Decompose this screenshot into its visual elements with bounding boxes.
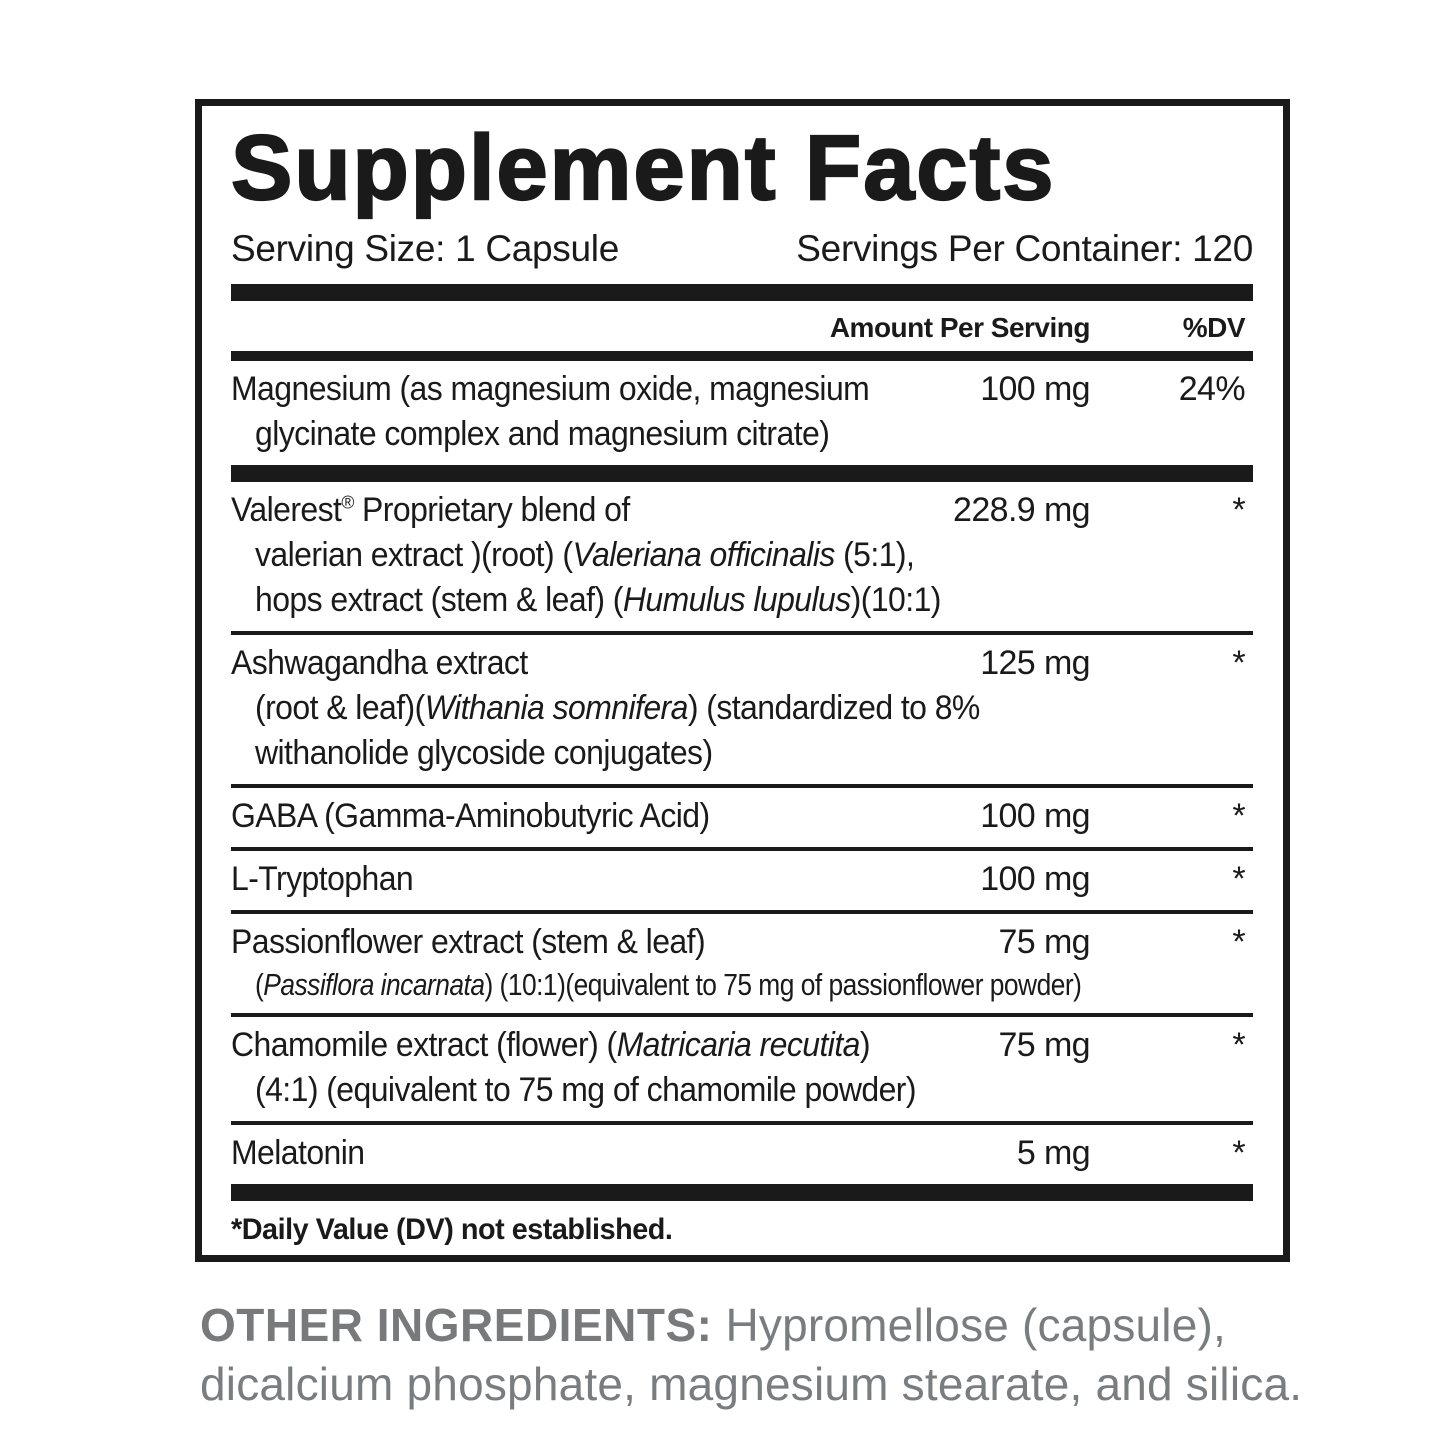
registered-mark: ® (341, 491, 354, 513)
ingredient-text: ( (255, 966, 264, 1002)
ingredient-main-line (231, 1131, 1253, 1176)
ingredient-text: Proprietary blend of (353, 490, 630, 529)
ingredient-amount: 100 mg (980, 796, 1090, 835)
ingredient-text: Valerest (231, 490, 342, 529)
ingredient-row (231, 851, 1253, 910)
ingredient-name (231, 488, 630, 533)
ingredient-text: glycinate complex and magnesium citrate) (255, 414, 830, 453)
latin-name-text: Humulus lupulus (622, 580, 851, 619)
panel-title: Supplement Facts (231, 117, 1056, 219)
table-header-row (231, 301, 1253, 351)
ingredient-row (231, 1125, 1253, 1184)
ingredient-text: )(10:1) (850, 580, 941, 619)
continuation-line (231, 533, 1253, 578)
continuation-line (231, 412, 1253, 457)
ingredient-row (231, 635, 1253, 784)
percent-dv-header: %DV (1182, 311, 1245, 343)
continuation-text (255, 965, 1081, 1005)
ingredient-amount: 125 mg (980, 643, 1090, 682)
ingredient-dv: * (1232, 796, 1245, 835)
ingredient-text: ) (859, 1025, 870, 1064)
ingredient-amount: 75 mg (998, 922, 1090, 961)
ingredient-row (231, 914, 1253, 1013)
separator-bar-thick (231, 465, 1253, 482)
ingredient-dv: * (1232, 1133, 1245, 1172)
ingredient-row (231, 1017, 1253, 1121)
continuation-text (255, 533, 914, 578)
servings-per-container-text: Servings Per Container: 120 (796, 227, 1253, 269)
ingredient-main-line (231, 488, 1253, 533)
ingredient-name (231, 367, 869, 412)
ingredient-row (231, 482, 1253, 631)
other-ingredients-section (200, 1296, 1330, 1414)
continuation-text (255, 412, 829, 457)
ingredient-main-line (231, 857, 1253, 902)
ingredient-text: Ashwagandha extract (231, 643, 528, 682)
ingredient-name (231, 641, 528, 686)
ingredient-name (231, 857, 413, 902)
rows-container (231, 361, 1253, 1201)
serving-info (231, 228, 1253, 270)
ingredient-main-line (231, 1023, 1253, 1068)
separator-bar-medium (231, 351, 1253, 361)
other-ingredients-text: Hypromellose (capsule), dicalcium phosphate, magnesium stearate, and silica. (200, 1299, 1303, 1410)
latin-name-text: Passiflora incarnata (263, 966, 485, 1002)
continuation-line (231, 578, 1253, 623)
ingredient-text: L-Tryptophan (231, 859, 414, 898)
ingredient-text: Passionflower extract (stem & leaf) (231, 922, 706, 961)
ingredient-row (231, 788, 1253, 847)
ingredient-text: valerian extract )(root) ( (255, 535, 573, 574)
ingredient-amount: 228.9 mg (953, 490, 1090, 529)
latin-name-text: Matricaria recutita (616, 1025, 860, 1064)
supplement-facts-panel (195, 99, 1290, 1262)
ingredient-amount: 5 mg (1016, 1133, 1090, 1172)
continuation-line (231, 965, 1253, 1005)
ingredient-main-line (231, 367, 1253, 412)
separator-bar-thick (231, 1184, 1253, 1201)
continuation-line (231, 1068, 1253, 1113)
ingredient-text: (4:1) (equivalent to 75 mg of chamomile powder) (255, 1070, 916, 1109)
ingredient-amount: 100 mg (980, 369, 1090, 408)
ingredient-dv: * (1232, 1025, 1245, 1064)
separator-bar-thick (231, 284, 1253, 301)
ingredient-main-line (231, 920, 1253, 965)
latin-name-text: Valeriana officinalis (572, 535, 835, 574)
ingredient-dv: * (1232, 922, 1245, 961)
ingredient-name (231, 1023, 870, 1068)
ingredient-name (231, 920, 705, 965)
continuation-text (255, 578, 941, 623)
ingredient-text: ) (10:1)(equivalent to 75 mg of passionflower powder) (484, 966, 1082, 1002)
continuation-text (255, 686, 980, 731)
amount-per-serving-header: Amount Per Serving (829, 311, 1090, 343)
continuation-line (231, 686, 1253, 731)
continuation-line (231, 731, 1253, 776)
ingredient-text: Chamomile extract (flower) ( (231, 1025, 617, 1064)
ingredient-amount: 75 mg (998, 1025, 1090, 1064)
ingredient-dv: 24% (1178, 369, 1245, 408)
ingredient-name (231, 1131, 365, 1176)
footnote-text: *Daily Value (DV) not established. (231, 1212, 673, 1246)
ingredient-dv: * (1232, 643, 1245, 682)
ingredient-dv: * (1232, 859, 1245, 898)
ingredient-dv: * (1232, 490, 1245, 529)
ingredient-text: ) (standardized to 8% (687, 688, 980, 727)
continuation-text (255, 731, 713, 776)
ingredient-text: (root & leaf)( (255, 688, 425, 727)
ingredient-text: hops extract (stem & leaf) ( (255, 580, 623, 619)
ingredient-main-line (231, 641, 1253, 686)
ingredient-text: (5:1), (834, 535, 915, 574)
ingredient-text: GABA (Gamma-Aminobutyric Acid) (231, 796, 710, 835)
serving-size-text: Serving Size: 1 Capsule (231, 227, 619, 269)
ingredient-text: Melatonin (231, 1133, 365, 1172)
ingredient-row (231, 361, 1253, 465)
ingredient-main-line (231, 794, 1253, 839)
ingredient-text: withanolide glycoside conjugates) (255, 733, 713, 772)
ingredient-name (231, 794, 710, 839)
latin-name-text: Withania somnifera (424, 688, 688, 727)
other-ingredients-label: OTHER INGREDIENTS: (200, 1299, 713, 1351)
continuation-text (255, 1068, 916, 1113)
ingredient-text: Magnesium (as magnesium oxide, magnesium (231, 369, 870, 408)
ingredient-amount: 100 mg (980, 859, 1090, 898)
